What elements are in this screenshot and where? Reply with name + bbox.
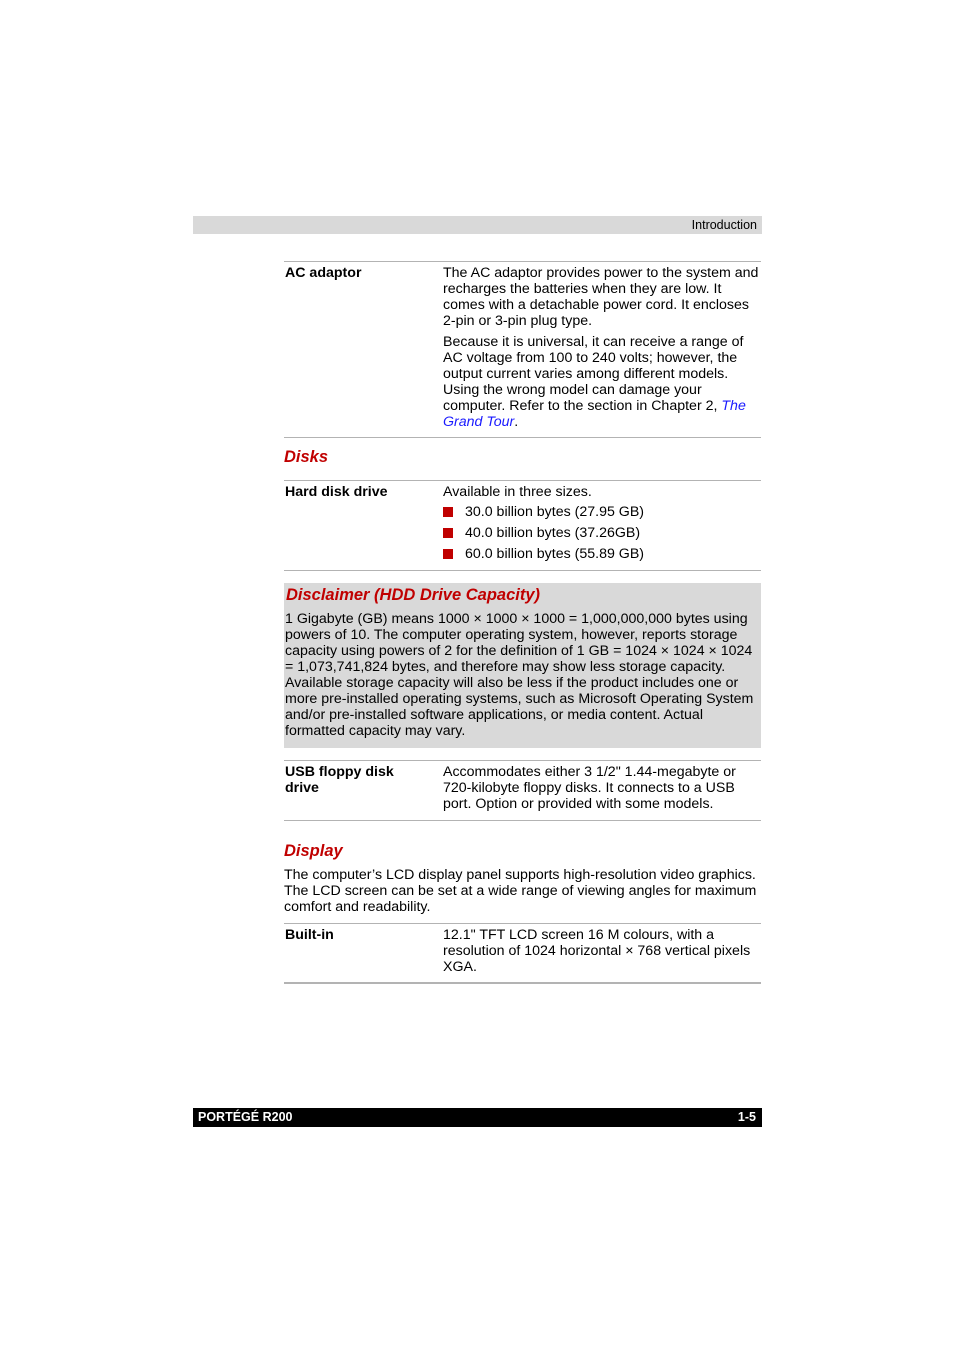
desc-ac-adaptor — [443, 265, 761, 430]
table-rule — [284, 437, 761, 438]
table-rule — [284, 923, 761, 924]
list-item-text: 40.0 billion bytes (37.26GB) — [465, 525, 641, 541]
list-item-text: 30.0 billion bytes (27.95 GB) — [465, 504, 645, 520]
section-title: Introduction — [691, 218, 757, 232]
running-footer — [193, 1108, 762, 1127]
hdd-intro: Available in three sizes. — [443, 484, 592, 500]
page-number: 1-5 — [737, 1110, 756, 1124]
running-header — [193, 216, 762, 234]
red-square-bullet-icon — [443, 528, 453, 538]
table-rule — [284, 480, 761, 481]
term-usb-floppy: USB floppy disk drive — [285, 764, 394, 796]
grand-tour-link[interactable]: The Grand Tour — [443, 398, 746, 430]
ac-adaptor-para2 — [443, 334, 761, 430]
display-intro: The computer’s LCD display panel supports high-resolution video graphics. The LCD screen can be set at a wide range of viewing angles for maximum comfort and readability. — [284, 867, 757, 915]
table-rule — [284, 820, 761, 821]
table-rule — [284, 261, 761, 262]
term-built-in: Built-in — [285, 927, 334, 943]
ac-adaptor-para1: The AC adaptor provides power to the system and recharges the batteries when they are low. It comes with a detachable power cord. It encloses 2-pin or 3-pin plug type. — [443, 265, 759, 329]
disclaimer-box — [284, 583, 761, 748]
desc-built-in: 12.1" TFT LCD screen 16 M colours, with a resolution of 1024 horizontal × 768 vertical pixels XGA. — [443, 927, 751, 975]
term-hard-disk-drive: Hard disk drive — [285, 484, 388, 500]
list-item-text: 60.0 billion bytes (55.89 GB) — [465, 546, 645, 562]
disks-heading: Disks — [284, 448, 329, 466]
red-square-bullet-icon — [443, 549, 453, 559]
table-rule — [284, 982, 761, 984]
disclaimer-body: 1 Gigabyte (GB) means 1000 × 1000 × 1000 = 1,000,000,000 bytes using powers of 10. The computer operating system, however, reports storage capacity using powers of 2 for the definition of 1 GB = 1024 × 1024 × 1024 = 1,073,741,824 bytes, and therefore may show less storage capacity. Available storage capacity will also be less if the product includes one or more pre-installed operating systems, such as Microsoft Operating System and/or pre-installed software applications, or media content. Actual formatted capacity may vary. — [285, 611, 754, 739]
display-heading: Display — [284, 842, 343, 860]
red-square-bullet-icon — [443, 507, 453, 517]
table-rule — [284, 570, 761, 571]
ac-adaptor-para2-end: . — [514, 414, 519, 430]
table-rule — [284, 760, 761, 761]
term-ac-adaptor: AC adaptor — [285, 265, 362, 281]
desc-usb-floppy: Accommodates either 3 1/2" 1.44-megabyte or 720-kilobyte floppy disks. It connects to a USB port. Option or provided with some models. — [443, 764, 736, 812]
ac-adaptor-para2-text: Because it is universal, it can receive a range of AC voltage from 100 to 240 volts; however, the output current varies among different models. Using the wrong model can damage your computer. Refer to the section in Chapter 2, — [443, 334, 744, 414]
disclaimer-title: Disclaimer (HDD Drive Capacity) — [286, 586, 541, 604]
model-name: PORTÉGÉ R200 — [198, 1110, 293, 1124]
